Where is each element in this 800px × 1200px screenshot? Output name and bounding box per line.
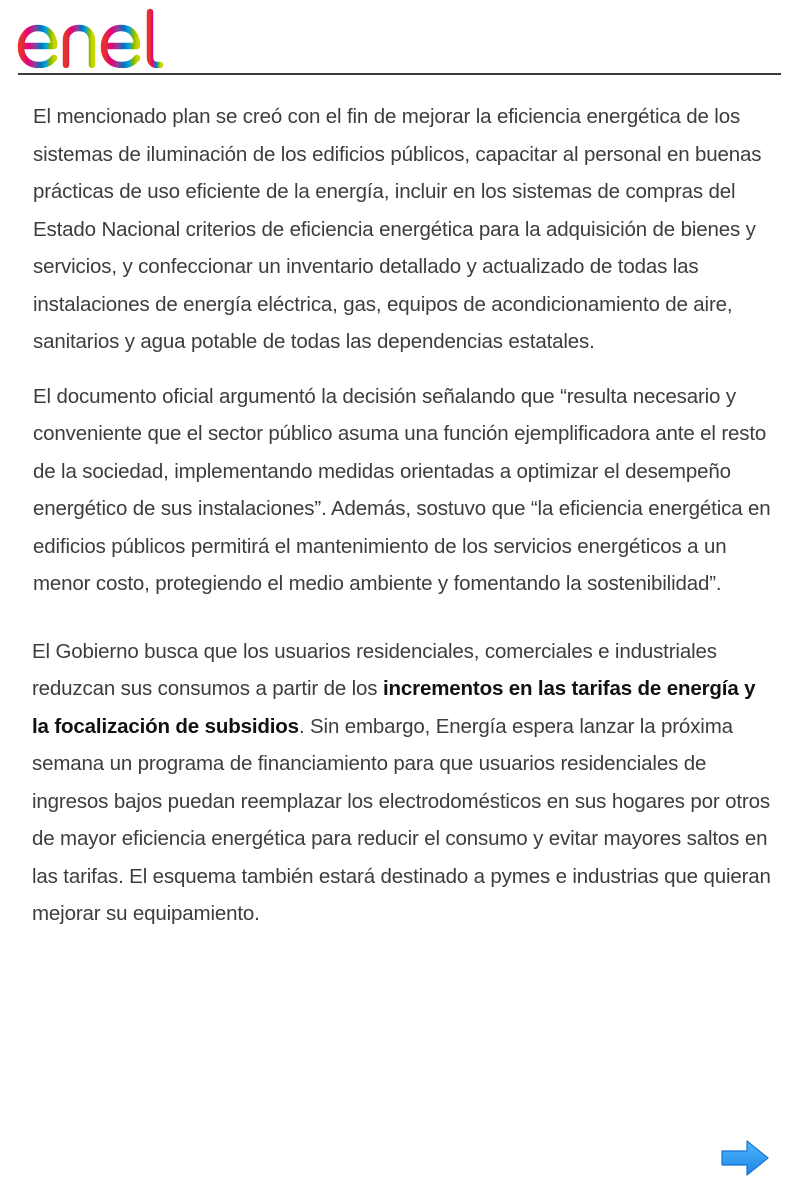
paragraph-2: El documento oficial argumentó la decisión señalando que “resulta necesario y conveniente que el sector público asuma una función ejemplificadora ante el resto de la sociedad, implementando medidas orientadas a optimizar el desempeño energético de sus instalaciones”. Además, sostuvo que “la eficiencia energética en edificios públicos permitirá el mantenimiento de los servicios energéticos a un menor costo, protegiendo el medio ambiente y fomentando la sostenibilidad”. — [33, 384, 771, 595]
article-body — [33, 98, 773, 933]
paragraph-3-highlight: incrementos en las tarifas de energía y la focalización de subsidios — [32, 677, 756, 738]
paragraph-3-intro: El Gobierno busca que los usuarios residenciales, comerciales e industriales reduzcan sus consumos a partir de los — [32, 639, 717, 700]
arrow-right-icon[interactable] — [719, 1138, 771, 1178]
paragraph-3-rest: . Sin embargo, Energía espera lanzar la próxima semana un programa de financiamiento para que usuarios residenciales de ingresos bajos puedan reemplazar los electrodomésticos en sus hogares por otros de mayor eficiencia energética para reducir el consumo y evitar mayores saltos en las tarifas. El esquema también estará destinado a pymes e industrias que quieran mejorar su equipamiento. — [32, 714, 771, 925]
paragraph-3 — [32, 633, 773, 933]
header-divider — [18, 73, 781, 75]
page-header — [0, 0, 800, 76]
enel-logo[interactable] — [16, 8, 178, 68]
paragraph-1: El mencionado plan se creó con el fin de mejorar la eficiencia energética de los sistemas de iluminación de los edificios públicos, capacitar al personal en buenas prácticas de uso eficiente de la energía, incluir en los sistemas de compras del Estado Nacional criterios de eficiencia energética para la adquisición de bienes y servicios, y confeccionar un inventario detallado y actualizado de todas las instalaciones de energía eléctrica, gas, equipos de acondicionamiento de aire, sanitarios y agua potable de todas las dependencias estatales. — [33, 105, 762, 353]
